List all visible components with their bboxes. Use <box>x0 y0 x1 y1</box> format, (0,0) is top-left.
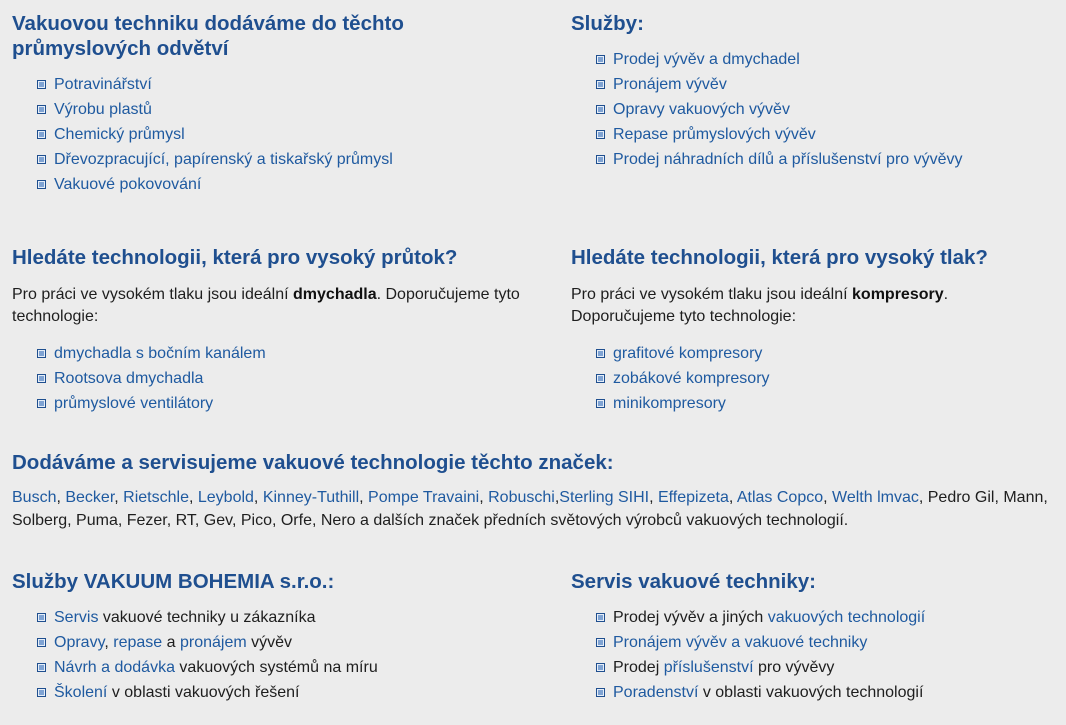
brands-heading: Dodáváme a servisujeme vakuové technologie těchto značek: <box>12 451 614 474</box>
list-item <box>12 366 542 391</box>
vacuum-service-heading: Servis vakuové techniky: <box>571 570 816 593</box>
brand-link-effepizeta[interactable]: Effepizeta <box>657 489 729 506</box>
section-high-pressure <box>571 245 1041 416</box>
brand-link-busch[interactable]: Busch <box>12 489 57 506</box>
square-bullet-icon <box>37 613 46 622</box>
tech-link-roots[interactable]: Rootsova dmychadla <box>54 370 204 387</box>
section-high-flow <box>12 245 542 416</box>
square-bullet-icon <box>596 130 605 139</box>
company-services-list <box>12 605 542 705</box>
blowers-emphasis: dmychadla <box>293 286 377 303</box>
brand-link-becker[interactable]: Becker <box>65 489 115 506</box>
square-bullet-icon <box>596 663 605 672</box>
list-item: Poradenství v oblasti vakuových technologií <box>571 680 1051 705</box>
square-bullet-icon <box>596 374 605 383</box>
square-bullet-icon <box>596 688 605 697</box>
square-bullet-icon <box>37 130 46 139</box>
list-item <box>571 47 1051 72</box>
square-bullet-icon <box>596 105 605 114</box>
list-item: Prodej vývěv a jiných vakuových technologií <box>571 605 1051 630</box>
vacuum-service-list <box>571 605 1051 705</box>
list-item <box>571 122 1051 147</box>
section-vacuum-service <box>571 569 1051 705</box>
list-item: Servis vakuové techniky u zákazníka <box>12 605 542 630</box>
service-link-rental[interactable]: Pronájem vývěv <box>613 76 727 93</box>
list-item <box>571 97 1051 122</box>
square-bullet-icon <box>37 374 46 383</box>
list-item: Prodej příslušenství pro vývěvy <box>571 655 1051 680</box>
service-link-parts[interactable]: Prodej náhradních dílů a příslušenství pro vývěvy <box>613 151 963 168</box>
square-bullet-icon <box>37 638 46 647</box>
high-flow-list <box>12 341 542 416</box>
compressors-emphasis: kompresory <box>852 286 944 303</box>
industries-list <box>12 72 532 197</box>
list-item <box>12 147 532 172</box>
list-item <box>12 391 542 416</box>
high-pressure-heading: Hledáte technologii, která pro vysoký tlak? <box>571 246 988 269</box>
navrh-link[interactable]: Návrh a dodávka <box>54 659 175 676</box>
list-item <box>12 341 542 366</box>
square-bullet-icon <box>37 688 46 697</box>
tech-link-mini[interactable]: minikompresory <box>613 395 726 412</box>
opravy-link[interactable]: Opravy <box>54 634 105 651</box>
square-bullet-icon <box>37 349 46 358</box>
tech-link-claw[interactable]: zobákové kompresory <box>613 370 770 387</box>
brand-link-robuschi[interactable]: Robuschi <box>488 489 555 506</box>
brand-link-sterling-sihi[interactable]: Sterling SIHI <box>559 489 650 506</box>
industry-link-chemical[interactable]: Chemický průmysl <box>54 126 185 143</box>
brand-link-leybold[interactable]: Leybold <box>197 489 254 506</box>
industry-link-wood-paper[interactable]: Dřevozpracující, papírenský a tiskařský průmysl <box>54 151 393 168</box>
industries-heading: Vakuovou techniku dodáváme do těchto průmyslových odvětví <box>12 12 404 60</box>
square-bullet-icon <box>596 399 605 408</box>
industry-link-food[interactable]: Potravinářství <box>54 76 152 93</box>
accessories-link[interactable]: příslušenství <box>663 659 754 676</box>
list-item <box>571 147 1051 172</box>
list-item: Školení v oblasti vakuových řešení <box>12 680 542 705</box>
square-bullet-icon <box>596 155 605 164</box>
list-item: Návrh a dodávka vakuových systémů na míru <box>12 655 542 680</box>
rental-link[interactable]: Pronájem vývěv a vakuové techniky <box>613 634 868 651</box>
section-services <box>571 11 1051 172</box>
company-services-heading: Služby VAKUUM BOHEMIA s.r.o.: <box>12 570 335 593</box>
industry-link-metallizing[interactable]: Vakuové pokovování <box>54 176 202 193</box>
square-bullet-icon <box>596 349 605 358</box>
square-bullet-icon <box>596 55 605 64</box>
square-bullet-icon <box>596 613 605 622</box>
list-item <box>571 72 1051 97</box>
repase-link[interactable]: repase <box>113 634 163 651</box>
square-bullet-icon <box>37 80 46 89</box>
list-item <box>571 341 1041 366</box>
section-company-services <box>12 569 542 705</box>
skoleni-link[interactable]: Školení <box>54 684 108 701</box>
list-item <box>571 630 1051 655</box>
consulting-link[interactable]: Poradenství <box>613 684 699 701</box>
tech-link-fans[interactable]: průmyslové ventilátory <box>54 395 214 412</box>
list-item <box>571 366 1041 391</box>
high-flow-heading: Hledáte technologii, která pro vysoký průtok? <box>12 246 458 269</box>
square-bullet-icon <box>596 638 605 647</box>
square-bullet-icon <box>37 663 46 672</box>
high-flow-intro: Pro práci ve vysokém tlaku jsou ideální dmychadla. Doporučujeme tyto technologie: <box>12 286 520 325</box>
list-item: Opravy, repase a pronájem vývěv <box>12 630 542 655</box>
tech-link-side-channel[interactable]: dmychadla s bočním kanálem <box>54 345 266 362</box>
brand-link-pompe-travaini[interactable]: Pompe Travaini <box>368 489 480 506</box>
list-item <box>12 97 532 122</box>
servis-link[interactable]: Servis <box>54 609 99 626</box>
section-industries <box>12 11 532 197</box>
square-bullet-icon <box>37 399 46 408</box>
service-link-repairs[interactable]: Opravy vakuových vývěv <box>613 101 790 118</box>
high-pressure-list <box>571 341 1041 416</box>
brands-plain-text: Pedro Gil, Mann, Solberg, Puma, Fezer, RT, Gev, Pico, Orfe, Nero a dalších značek předních světových výrobců vakuových technologií. <box>12 489 1048 529</box>
brand-link-rietschle[interactable]: Rietschle <box>123 489 189 506</box>
square-bullet-icon <box>37 105 46 114</box>
pronajem-link[interactable]: pronájem <box>180 634 247 651</box>
industry-link-plastics[interactable]: Výrobu plastů <box>54 101 152 118</box>
brand-link-kinney-tuthill[interactable]: Kinney-Tuthill <box>262 489 360 506</box>
list-item <box>571 391 1041 416</box>
list-item <box>12 122 532 147</box>
services-heading: Služby: <box>571 12 644 35</box>
service-link-overhaul[interactable]: Repase průmyslových vývěv <box>613 126 816 143</box>
brand-link-atlas-copco[interactable]: Atlas Copco <box>736 489 824 506</box>
brands-paragraph: Busch, Becker, Rietschle, Leybold, Kinney-Tuthill, Pompe Travaini, Robuschi,Sterling SIHI, Effepizeta, Atlas Copco, Welth lmvac, Pedro Gil, Mann, Solberg, Puma, Fezer, RT, Gev, Pico, Orfe, Nero a dalších značek předních světových výrobců vakuových technologií. <box>12 489 1048 529</box>
list-item <box>12 72 532 97</box>
section-brands <box>12 450 1057 532</box>
square-bullet-icon <box>37 180 46 189</box>
square-bullet-icon <box>596 80 605 89</box>
brand-link-welth-lmvac[interactable]: Welth lmvac <box>832 489 919 506</box>
square-bullet-icon <box>37 155 46 164</box>
services-list <box>571 47 1051 172</box>
service-link-sale[interactable]: Prodej vývěv a dmychadel <box>613 51 800 68</box>
tech-link-graphite[interactable]: grafitové kompresory <box>613 345 763 362</box>
list-item <box>12 172 532 197</box>
vacuum-tech-link[interactable]: vakuových technologií <box>767 609 926 626</box>
high-pressure-intro: Pro práci ve vysokém tlaku jsou ideální kompresory. Doporučujeme tyto technologie: <box>571 286 949 325</box>
